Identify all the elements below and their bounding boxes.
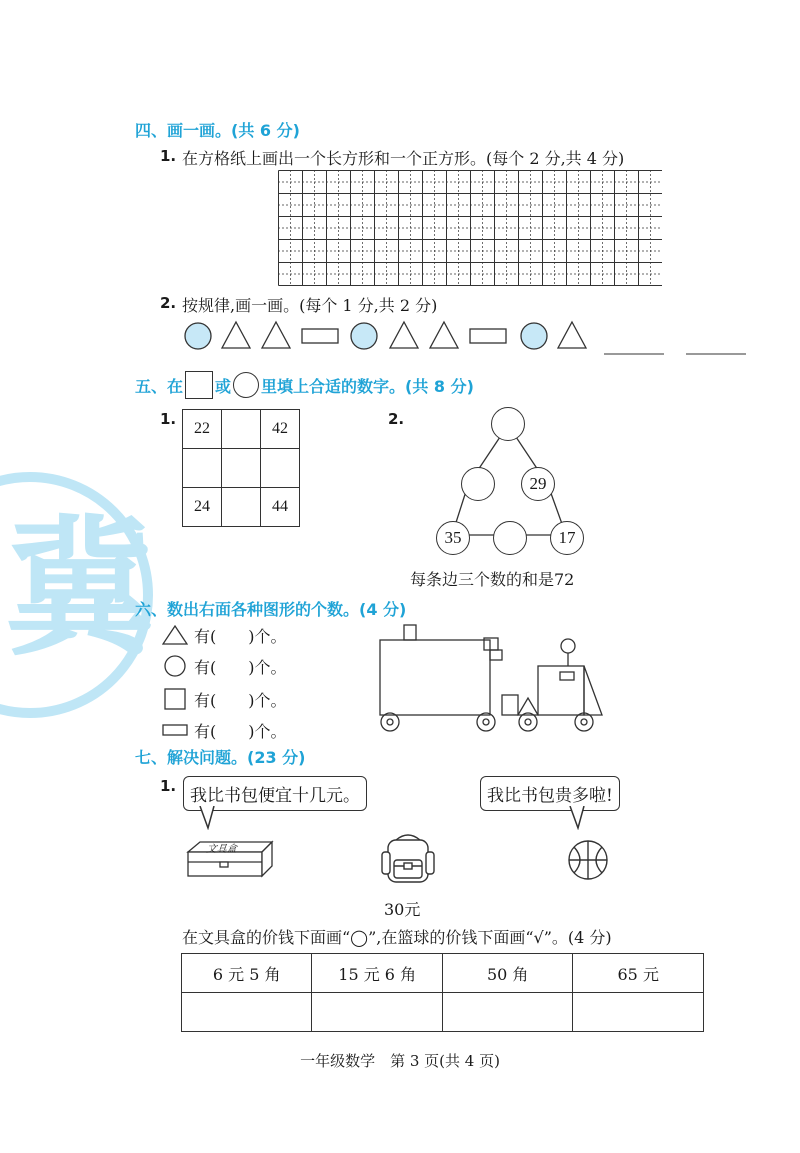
shape-count-row <box>162 688 287 710</box>
section-6-title: 六、数出右面各种图形的个数。(4 分) <box>135 600 407 619</box>
grid-cell[interactable]: 22 <box>183 410 222 449</box>
bubble-tail-right <box>568 806 588 830</box>
s4-q1-text: 在方格纸上画出一个长方形和一个正方形。(每个 2 分,共 4 分) <box>182 149 625 168</box>
square-box-icon <box>185 371 213 399</box>
number-grid <box>182 409 300 527</box>
rectangle-shape <box>470 329 506 343</box>
s4-q1-number: 1. <box>160 147 177 165</box>
tri-circle-top[interactable] <box>491 407 525 441</box>
pattern-row <box>180 318 760 358</box>
count-answer-triangle[interactable]: 有( )个。 <box>194 626 287 646</box>
s5-q2-number: 2. <box>388 410 405 428</box>
circle-shape <box>351 323 377 349</box>
price-cell: 65 元 <box>573 954 704 993</box>
grid-cell[interactable] <box>222 449 261 488</box>
s5-q1-number: 1. <box>160 410 177 428</box>
s7-q1-number: 1. <box>160 777 177 795</box>
s4-q2-text: 按规律,画一画。(每个 1 分,共 2 分) <box>182 296 438 315</box>
grid-cell[interactable] <box>261 449 300 488</box>
grid-cell[interactable]: 24 <box>183 488 222 527</box>
tri-circle-bottom-left: 35 <box>436 521 470 555</box>
s7-instruction: 在文具盒的价钱下面画“◯”,在篮球的价钱下面画“√”。(4 分) <box>182 928 612 947</box>
shape-count-row <box>162 624 287 646</box>
tri-circle-mid-left[interactable] <box>461 467 495 501</box>
s5-title-part-c: 里填上合适的数字。(共 8 分) <box>261 376 474 396</box>
answer-cell[interactable] <box>442 993 573 1032</box>
price-table <box>181 953 704 1032</box>
triangle-icon <box>162 624 188 646</box>
pencil-box-label: 文具盒 <box>205 844 240 855</box>
circle-icon <box>233 372 259 398</box>
grid-cell[interactable]: 42 <box>261 410 300 449</box>
watermark-char: 冀 <box>5 503 156 677</box>
tri-circle-bottom-mid[interactable] <box>493 521 527 555</box>
circle-shape <box>521 323 547 349</box>
triangle-shape <box>558 322 586 348</box>
square-icon <box>162 688 188 710</box>
shape-count-row <box>162 655 287 677</box>
grid-cell[interactable] <box>222 488 261 527</box>
basketball-icon <box>566 838 610 882</box>
circle-shape <box>185 323 211 349</box>
tri-circle-mid-right: 29 <box>521 467 555 501</box>
price-cell: 6 元 5 角 <box>182 954 312 993</box>
shape-count-row <box>162 719 287 741</box>
rectangle-icon <box>162 719 188 741</box>
speech-bubble-left: 我比书包便宜十几元。 <box>183 776 367 811</box>
grid-cell[interactable] <box>222 410 261 449</box>
watermark <box>0 470 180 720</box>
grid-cell[interactable] <box>183 449 222 488</box>
count-answer-circle[interactable]: 有( )个。 <box>194 657 287 677</box>
train-illustration <box>372 620 612 735</box>
speech-bubble-right: 我比书包贵多啦! <box>480 776 620 811</box>
page-footer: 一年级数学 第 3 页(共 4 页) <box>300 1052 500 1070</box>
section-7-title: 七、解决问题。(23 分) <box>135 748 306 767</box>
section-4-title: 四、画一画。(共 6 分) <box>135 121 300 140</box>
circle-icon <box>162 655 188 677</box>
triangle-shape <box>390 322 418 348</box>
count-answer-rectangle[interactable]: 有( )个。 <box>194 721 287 741</box>
backpack-price: 30元 <box>384 900 421 919</box>
tri-circle-bottom-right: 17 <box>550 521 584 555</box>
pencil-box-illustration <box>186 838 276 880</box>
s4-q2-number: 2. <box>160 294 177 312</box>
answer-cell[interactable] <box>312 993 443 1032</box>
grid-paper[interactable] <box>278 170 662 286</box>
bubble-tail-left <box>198 806 218 830</box>
price-cell: 15 元 6 角 <box>312 954 443 993</box>
s5-title-part-a: 五、在 <box>135 376 184 396</box>
section-5-title <box>135 372 474 398</box>
triangle-shape <box>222 322 250 348</box>
triangle-shape <box>430 322 458 348</box>
s5-title-part-b: 或 <box>215 376 232 396</box>
price-cell: 50 角 <box>442 954 573 993</box>
number-triangle <box>430 405 590 555</box>
triangle-caption: 每条边三个数的和是72 <box>410 570 575 589</box>
answer-cell[interactable] <box>182 993 312 1032</box>
rectangle-shape <box>302 329 338 343</box>
count-answer-square[interactable]: 有( )个。 <box>194 690 287 710</box>
answer-cell[interactable] <box>573 993 704 1032</box>
grid-cell[interactable]: 44 <box>261 488 300 527</box>
triangle-shape <box>262 322 290 348</box>
backpack-icon <box>378 830 438 888</box>
